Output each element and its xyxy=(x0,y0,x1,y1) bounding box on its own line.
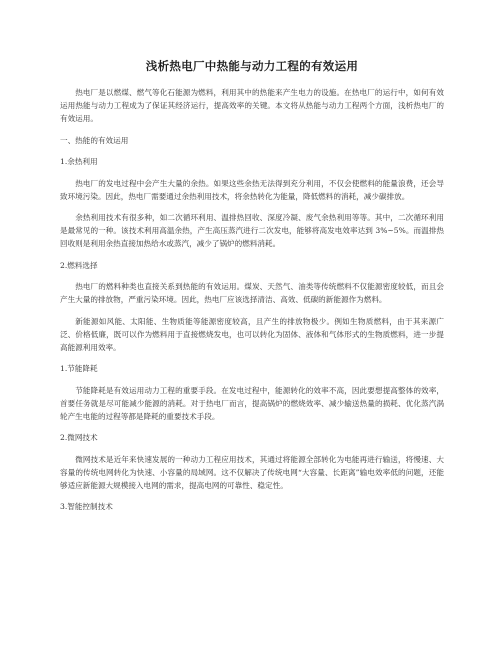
section-heading: 1.节能降耗 xyxy=(60,364,98,373)
paragraph: 热电厂是以燃煤、燃气等化石能源为燃料，利用其中的热能来产生电力的设施。在热电厂的运行中，如何有效运用热能与动力工程成为了保证其经济运行，提高效率的关键。本文将从热能与动力工程两个方面，浅析热电厂的有效运用。 xyxy=(60,88,444,123)
section-heading: 2.微网技术 xyxy=(60,433,98,442)
document-page xyxy=(60,58,444,522)
document-title: 浅析热电厂中热能与动力工程的有效运用 xyxy=(145,59,359,73)
paragraph: 新能源如风能、太阳能、生物质能等能源密度较高，且产生的排放物极少。例如生物质燃料，由于其来源广泛、价格低廉，既可以作为燃料用于直接燃烧发电，也可以转化为固体、液体和气体形式的生物质燃料，进一步提高能源利用效率。 xyxy=(60,316,444,352)
section-heading: 1.余热利用 xyxy=(60,157,98,166)
paragraph: 热电厂的发电过程中会产生大量的余热。如果这些余热无法得到充分利用，不仅会使燃料的能量浪费，还会导致环境污染。因此，热电厂需要通过余热利用技术，将余热转化为能量，降低燃料的消耗，减少碳排放。 xyxy=(60,178,444,201)
paragraph: 节能降耗是有效运用动力工程的重要手段。在发电过程中，能源转化的效率不高，因此要想提高整体的效率，首要任务就是尽可能减少能源的消耗。对于热电厂而言，提高锅炉的燃烧效率、减少输送热量的损耗、优化蒸汽涡轮产生电能的过程等都是降耗的重要技术手段。 xyxy=(60,385,444,421)
section-heading: 一、热能的有效运用 xyxy=(60,135,129,145)
section-heading: 2.燃料选择 xyxy=(60,260,98,270)
paragraph: 余热利用技术有很多种，如二次循环利用、温排热回收、深度冷凝、废气余热利用等等。其中，二次循环利用是最常见的一种。该技术利用高温余热，产生高压蒸汽进行二次发电，能够将高发电效率达到 3%~5%。而温排热回收则是利用余热直接加热给水或蒸汽，减少了锅炉的燃料消耗。 xyxy=(60,213,444,248)
paragraph: 微网技术是近年来快速发展的一种动力工程应用技术，其通过将能源全部转化为电能再进行输送，将慢速、大容量的传统电网转化为快速、小容量的局域网。这不仅解决了传统电网“大容量、长距离”输电效率低的问题，还能够适应新能源大规模接入电网的需求，提高电网的可靠性、稳定性。 xyxy=(60,454,444,490)
document-body xyxy=(60,86,444,513)
paragraph: 热电厂的燃料种类也直接关系到热能的有效运用。煤炭、天然气、油类等传统燃料不仅能源密度较低，而且会产生大量的排放物，严重污染环境。因此，热电厂应该选择清洁、高效、低碳的新能源作为燃料。 xyxy=(60,282,444,304)
section-heading: 3.智能控制技术 xyxy=(60,502,113,511)
